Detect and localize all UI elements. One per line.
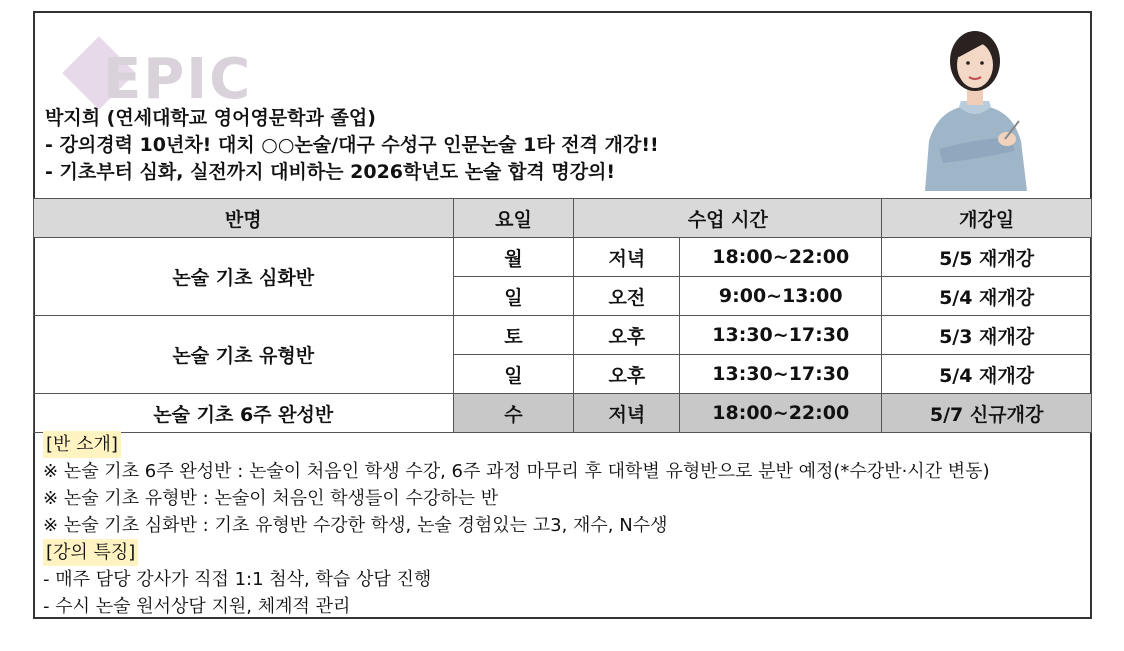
logo-wordmark: EPIC [103, 47, 253, 112]
period-cell: 저녁 [574, 394, 680, 433]
start-cell: 5/7 신규개강 [882, 394, 1092, 433]
instructor-intro [45, 105, 659, 186]
start-cell: 5/3 재개강 [882, 316, 1092, 355]
time-cell: 18:00~22:00 [680, 394, 882, 433]
instructor-name-line: 박지희 (연세대학교 영어영문학과 졸업) [45, 107, 376, 129]
table-header-row [34, 199, 1092, 238]
day-cell: 일 [453, 355, 574, 394]
day-cell: 토 [453, 316, 574, 355]
period-cell: 저녁 [574, 238, 680, 277]
header-start: 개강일 [882, 199, 1092, 238]
start-cell: 5/4 재개강 [882, 355, 1092, 394]
flyer-frame [33, 11, 1092, 619]
feature-note: - 매주 담당 강사가 직접 1:1 첨삭, 학습 상담 진행 [43, 569, 432, 590]
class-intro-tag: [반 소개] [43, 431, 121, 458]
header [35, 13, 1090, 198]
schedule-table [33, 198, 1092, 433]
time-cell: 18:00~22:00 [680, 238, 882, 277]
start-cell: 5/5 재개강 [882, 238, 1092, 277]
feature-note: - 수시 논술 원서상담 지원, 체계적 관리 [43, 596, 351, 617]
period-cell: 오전 [574, 277, 680, 316]
start-cell: 5/4 재개강 [882, 277, 1092, 316]
time-cell: 13:30~17:30 [680, 316, 882, 355]
day-cell: 월 [453, 238, 574, 277]
period-cell: 오후 [574, 355, 680, 394]
table-row [34, 394, 1092, 433]
course-line: - 기초부터 심화, 실전까지 대비하는 2026학년도 논술 합격 명강의! [45, 161, 616, 183]
experience-line: - 강의경력 10년차! 대치 ○○논술/대구 수성구 인문논술 1타 전격 개강!! [45, 134, 659, 156]
table-row [34, 316, 1092, 355]
day-cell: 수 [453, 394, 574, 433]
epic-logo [63, 33, 263, 113]
class-name-cell: 논술 기초 6주 완성반 [34, 394, 454, 433]
header-time: 수업 시간 [574, 199, 882, 238]
table-row [34, 238, 1092, 277]
intro-note: ※ 논술 기초 심화반 : 기초 유형반 수강한 학생, 논술 경험있는 고3, 재수, N수생 [43, 515, 668, 536]
intro-note: ※ 논술 기초 6주 완성반 : 논술이 처음인 학생 수강, 6주 과정 마무리 후 대학별 유형반으로 분반 예정(*수강반·시간 변동) [43, 461, 990, 482]
class-name-cell: 논술 기초 유형반 [34, 316, 454, 394]
class-name-cell: 논술 기초 심화반 [34, 238, 454, 316]
intro-note: ※ 논술 기초 유형반 : 논술이 처음인 학생들이 수강하는 반 [43, 488, 499, 509]
day-cell: 일 [453, 277, 574, 316]
header-class: 반명 [34, 199, 454, 238]
time-cell: 9:00~13:00 [680, 277, 882, 316]
period-cell: 오후 [574, 316, 680, 355]
notes-section [43, 431, 990, 620]
time-cell: 13:30~17:30 [680, 355, 882, 394]
header-day: 요일 [453, 199, 574, 238]
instructor-photo [919, 21, 1031, 191]
feature-tag: [강의 특징] [43, 539, 138, 566]
